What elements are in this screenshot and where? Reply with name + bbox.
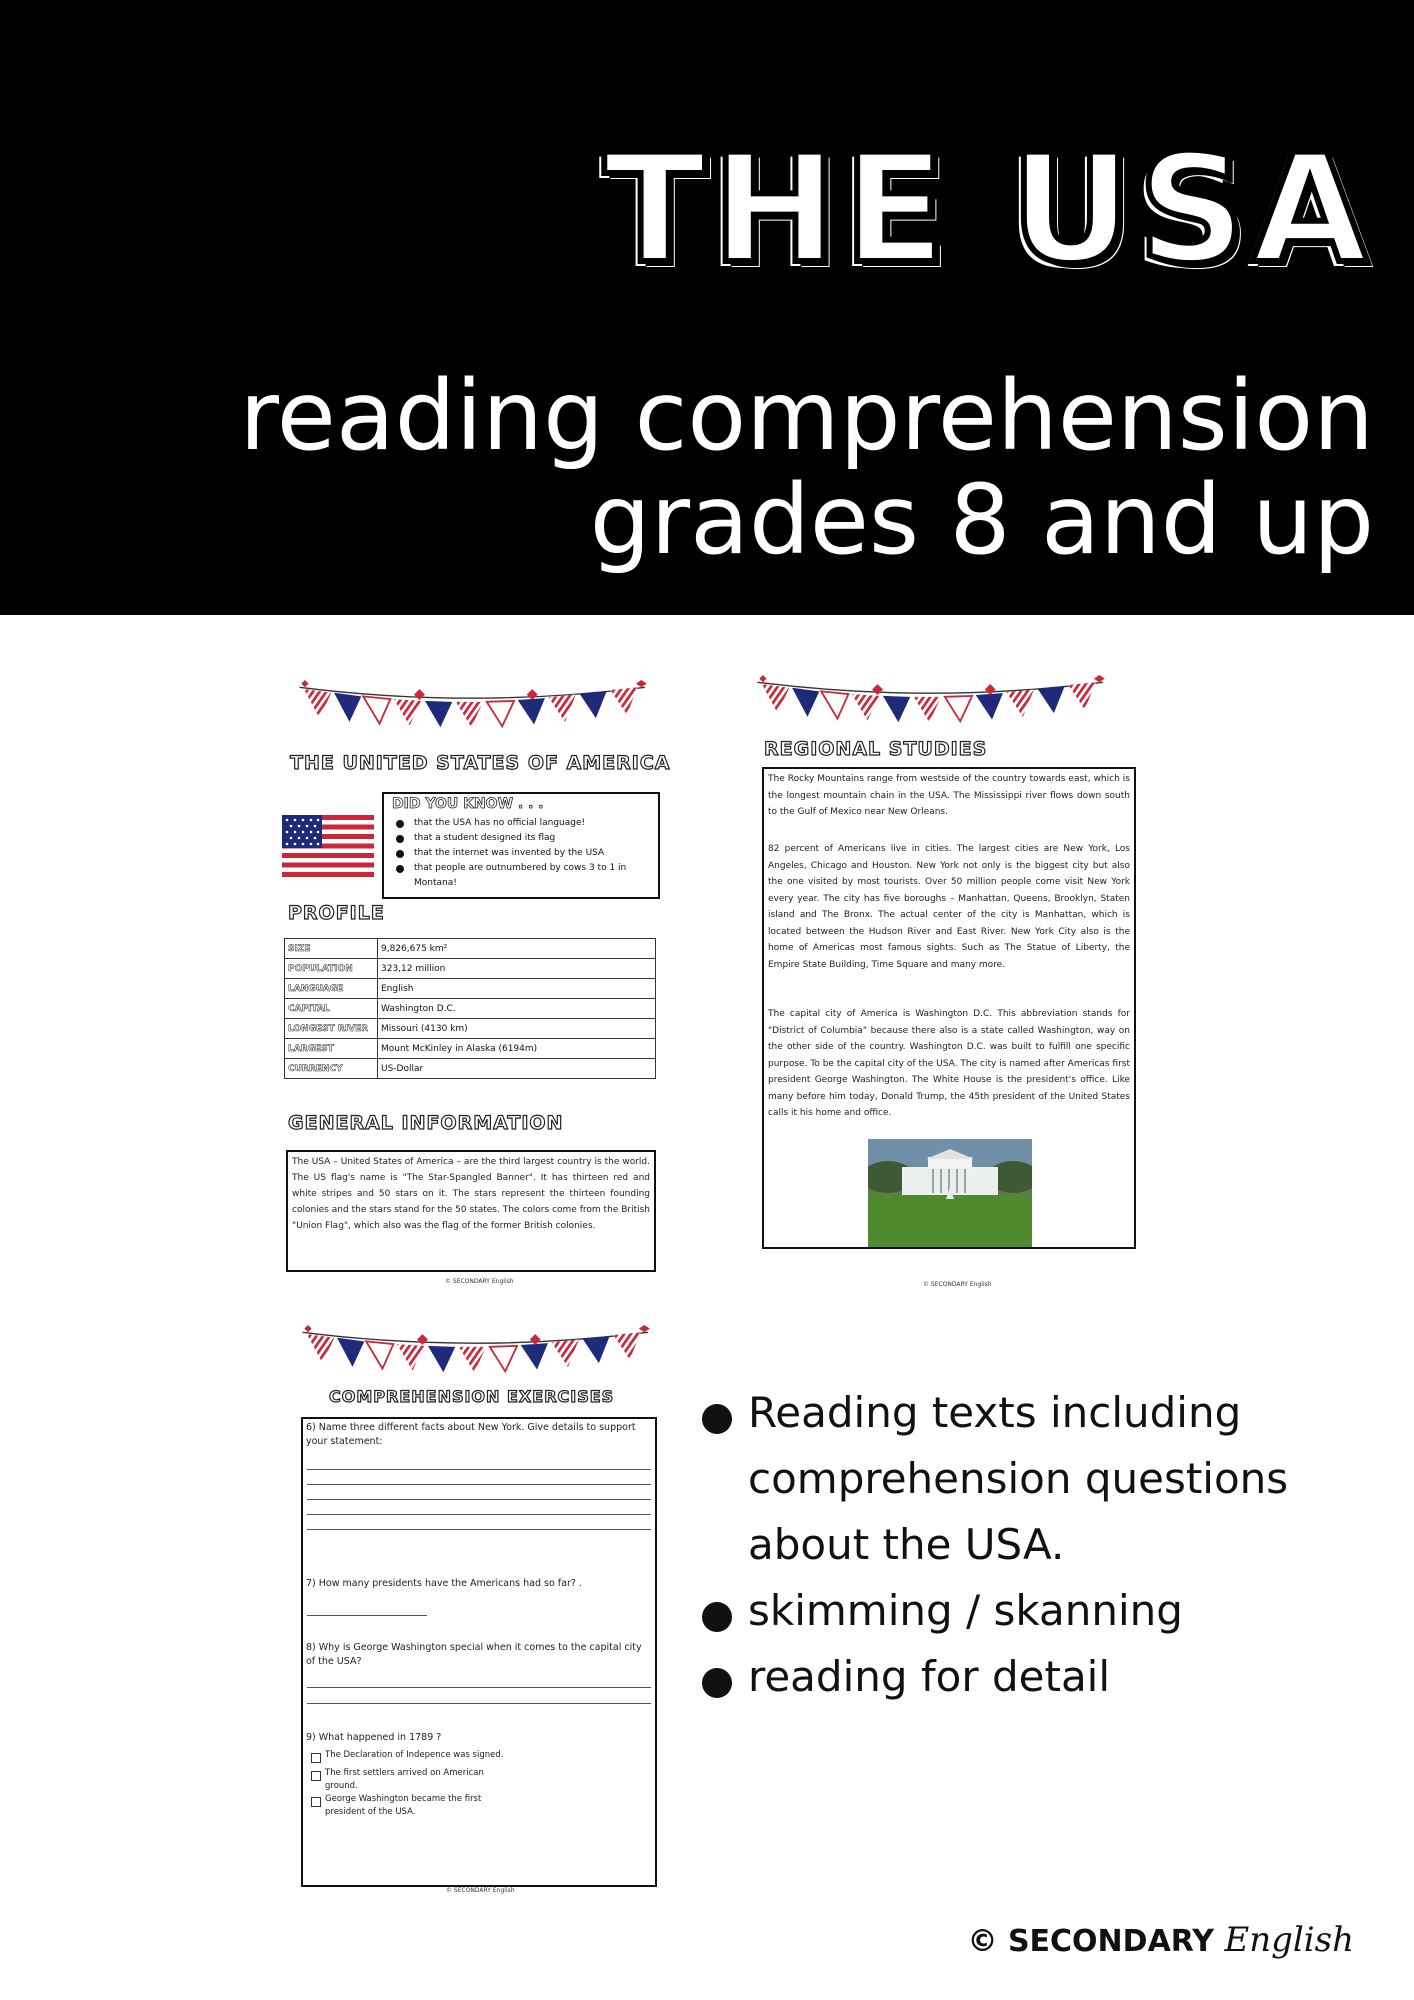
brand-script: English [1224,1920,1354,1960]
list-item: Reading texts including comprehension questions about the USA. [700,1380,1358,1578]
table-cell: US-Dollar [378,1059,656,1079]
brand-footer [967,1920,1354,1960]
copyright-text: © SECONDARY English [446,1887,515,1894]
table-cell: Mount McKinley in Alaska (6194m) [378,1039,656,1059]
table-cell: 9,826,675 km² [378,939,656,959]
table-row [285,1059,656,1079]
list-item: skimming / skanning [700,1578,1358,1644]
page3-heading: COMPREHENSION EXERCISES [329,1387,615,1406]
table-cell: POPULATION [285,959,378,979]
table-cell: LARGEST [285,1039,378,1059]
table-row [285,1039,656,1059]
answer-line[interactable] [307,1514,651,1515]
did-you-know-title: DID YOU KNOW . . . [392,796,544,812]
list-item: that people are outnumbered by cows 3 to 1 in Montana! [396,861,664,891]
subtitle-line-1: reading comprehension [239,360,1374,472]
table-cell: SIZE [285,939,378,959]
bunting-decoration [282,680,667,730]
worksheet-page-2 [738,675,1138,1295]
option-checkbox[interactable] [311,1771,321,1781]
answer-line[interactable] [307,1484,651,1485]
regional-studies-box [762,767,1136,1249]
answer-line[interactable] [307,1687,651,1688]
subtitle-line-2: grades 8 and up [589,464,1374,576]
answer-line[interactable] [307,1469,651,1470]
answer-line[interactable] [307,1499,651,1500]
option-label: George Washington became the first president of the USA. [325,1794,482,1817]
question-6: 6) Name three different facts about New York. Give details to support your statement: [306,1422,636,1447]
list-item: that the internet was invented by the USA [396,846,664,861]
table-cell: Missouri (4130 km) [378,1019,656,1039]
option-checkbox[interactable] [311,1797,321,1807]
bunting-decoration [285,1325,670,1375]
table-cell: LANGUAGE [285,979,378,999]
header-banner [0,0,1414,615]
regional-para-2: 82 percent of Americans live in cities. The largest cities are New York, Los Angeles, Chicago and Houston. New York not only is the biggest city but also the one visited by most tourists. Over 50 million people come visit New York every year. The city has five boroughs – Manhattan, Queens, Brooklyn, Staten island and The Bronx. The actual center of the city is Manhattan, which is located between the Hudson River and East River. New York City also is the home of Americas most famous sights. Such as The Statue of Liberty, the Empire State Building, Time Square and many more. [768,844,1130,970]
regional-para-1: The Rocky Mountains range from westside of the country towards east, which is the longest mountain chain in the USA. The Mississippi river flows down south to the Gulf of Mexico near New Orleans. [768,774,1130,817]
table-row [285,1019,656,1039]
copyright-text: © SECONDARY English [445,1278,514,1285]
answer-line[interactable] [307,1529,651,1530]
option-checkbox[interactable] [311,1753,321,1763]
table-cell: English [378,979,656,999]
feature-list [700,1380,1358,1710]
table-cell: LONGEST RIVER [285,1019,378,1039]
table-cell: CURRENCY [285,1059,378,1079]
table-row [285,959,656,979]
general-info-text: The USA – United States of America – are the third largest country is the world. The US flag's name is "The Star-Spangled Banner". It has thirteen red and white stripes and 50 stars on it. The stars represent the thirteen founding colonies and the stars stand for the 50 states. The colors come from the British "Union Flag", which also was the flag of the former British colonies. [292,1157,650,1231]
exercises-box [301,1417,657,1887]
table-cell: 323,12 million [378,959,656,979]
page-title: THE USA [603,123,1374,297]
question-7: 7) How many presidents have the Americans had so far? . [306,1578,582,1589]
option-label: The first settlers arrived on American ground. [325,1768,484,1791]
option-label: The Declaration of Indepence was signed. [325,1750,504,1760]
brand-name: SECONDARY [1007,1924,1214,1959]
question-9: 9) What happened in 1789 ? [306,1732,442,1743]
page2-heading: REGIONAL STUDIES [764,738,988,760]
did-you-know-box [382,792,660,899]
worksheet-page-3 [283,1325,669,1895]
general-info-box [286,1150,656,1272]
table-row [285,979,656,999]
regional-para-3: The capital city of America is Washington D.C. This abbreviation stands for "District of Columbia" because there also is a state called Washington, way on the other side of the country. Washington D.C. was built to fulfill one specific purpose. To be the capital city of the USA. The city is named after Americas first president George Washington. The White House is the president's office. Like many before him today, Donald Trump, the 45th president of the United States calls it his home and office. [768,1009,1130,1118]
answer-line[interactable] [307,1703,651,1704]
table-cell: Washington D.C. [378,999,656,1019]
table-row [285,999,656,1019]
worksheet-page-1 [280,680,670,1295]
copyright-text: © SECONDARY English [923,1281,992,1288]
us-flag-image [282,815,374,877]
table-row [285,939,656,959]
list-item: that the USA has no official language! [396,816,664,831]
profile-table [284,938,656,1079]
page1-heading: THE UNITED STATES OF AMERICA [290,752,671,774]
copyright-symbol: © [967,1924,998,1959]
answer-line[interactable] [307,1615,427,1616]
list-item: reading for detail [700,1644,1358,1710]
table-cell: CAPITAL [285,999,378,1019]
white-house-photo [868,1139,1032,1247]
list-item: that a student designed its flag [396,831,664,846]
profile-heading: PROFILE [288,902,385,924]
question-8: 8) Why is George Washington special when it comes to the capital city of the USA? [306,1642,642,1667]
general-info-heading: GENERAL INFORMATION [288,1112,564,1134]
bunting-decoration [740,675,1125,725]
